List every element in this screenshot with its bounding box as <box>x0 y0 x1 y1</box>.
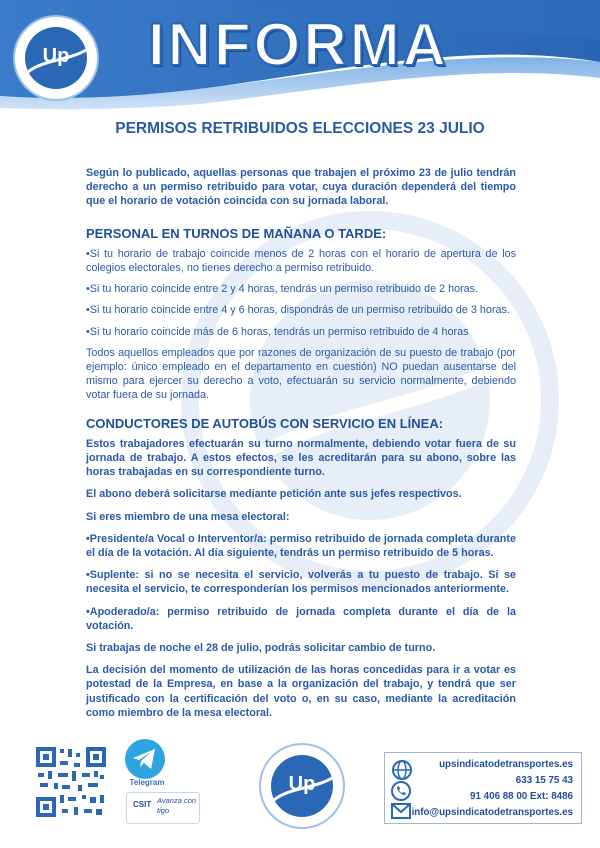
bullet-item: •Si tu horario de trabajo coincide menos de 2 horas con el horario de apertura de los colegios electorales, no tienes derecho a permiso retribuido. <box>86 247 516 275</box>
paragraph: Si eres miembro de una mesa electoral: <box>86 510 290 523</box>
header-banner <box>0 0 600 110</box>
telegram-icon[interactable] <box>124 738 166 780</box>
paragraph: Si trabajas de noche el 28 de julio, podrás solicitar cambio de turno. <box>86 642 436 655</box>
paragraph: El abono deberá solicitarse mediante petición ante sus jefes respectivos. <box>86 488 462 501</box>
bullet-item: •Apoderado/a: permiso retribuido de jornada completa durante el día de la votación. <box>86 605 516 632</box>
bullet-item: •Suplente: si no se necesita el servicio, volverás a tu puesto de trabajo. Si se necesita el servicio, te corresponderían los permisos mencionados anteriormente. <box>86 569 516 596</box>
csit-avanza-badge[interactable] <box>126 792 200 824</box>
intro-paragraph: Según lo publicado, aquellas personas que trabajen el próximo 23 de julio tendrán derecho a un permiso retribuido para votar, cuya duración dependerá del tiempo que el horario de votación coincida con su jornada laboral. <box>86 167 516 208</box>
headline-informa: INFORMA <box>148 11 449 78</box>
telegram-label: Telegram <box>129 778 165 787</box>
phone-icon <box>391 781 411 801</box>
bullet-item: •Si tu horario coincide más de 6 horas, tendrás un permiso retribuido de 4 horas <box>86 325 469 338</box>
phone-number[interactable]: 633 15 75 43 <box>515 775 573 786</box>
bullet-item: •Si tu horario coincide entre 2 y 4 horas, tendrás un permiso retribuido de 2 horas. <box>86 283 479 296</box>
mail-icon <box>391 803 411 819</box>
globe-icon <box>391 759 413 781</box>
section-heading-turnos: PERSONAL EN TURNOS DE MAÑANA O TARDE: <box>86 225 387 241</box>
email-link[interactable]: info@upsindicatodetransportes.es <box>411 807 573 818</box>
union-logo-bottom <box>258 742 346 830</box>
contact-box <box>384 752 582 824</box>
document-body <box>86 166 516 728</box>
website-link[interactable]: upsindicatodetransportes.es <box>439 759 573 770</box>
phone-number-ext[interactable]: 91 406 88 00 Ext: 8486 <box>470 791 573 802</box>
svg-text:Up: Up <box>288 773 316 795</box>
union-logo-top <box>12 14 100 102</box>
paragraph: Estos trabajadores efectuarán su turno normalmente, debiendo votar fuera de su jornada de trabajo. A estos efectos, se les acreditarán para su abono, sobre las horas trabajadas en su correspondiente turno. <box>86 437 516 479</box>
paragraph: La decisión del momento de utilización de las horas concedidas para ir a votar es potestad de la Empresa, en base a la organización del trabajo, y tendrá que ser justificado con la certificación del voto o, en su caso, mediante la acreditación como miembro de la mesa electoral. <box>86 664 516 719</box>
bullet-item: •Presidente/a Vocal o Interventor/a: permiso retribuido de jornada completa durante el día de la votación. Al día siguiente, tendrás un permiso retribuido de 5 horas. <box>86 532 516 560</box>
section-heading-conductores: CONDUCTORES DE AUTOBÚS CON SERVICIO EN LÍNEA: <box>86 415 444 431</box>
svg-text:Up: Up <box>42 45 70 67</box>
qr-code[interactable] <box>34 745 108 819</box>
page-title: PERMISOS RETRIBUIDOS ELECCIONES 23 JULIO <box>115 120 485 137</box>
bullet-item: •Si tu horario coincide entre 4 y 6 horas, dispondrás de un permiso retribuido de 3 horas. <box>86 304 510 317</box>
avanza-label: Avanza con tigo <box>157 796 197 815</box>
note-paragraph: Todos aquellos empleados que por razones de organización de su puesto de trabajo (por ejemplo: único empleado en el departamento en cuestión) NO puedan ausentarse del mismo para ejercer su derecho a voto, efectuarán su servicio normalmente, debiendo votar fuera de su jornada. <box>86 346 516 402</box>
csit-label: CSIT <box>133 800 152 809</box>
